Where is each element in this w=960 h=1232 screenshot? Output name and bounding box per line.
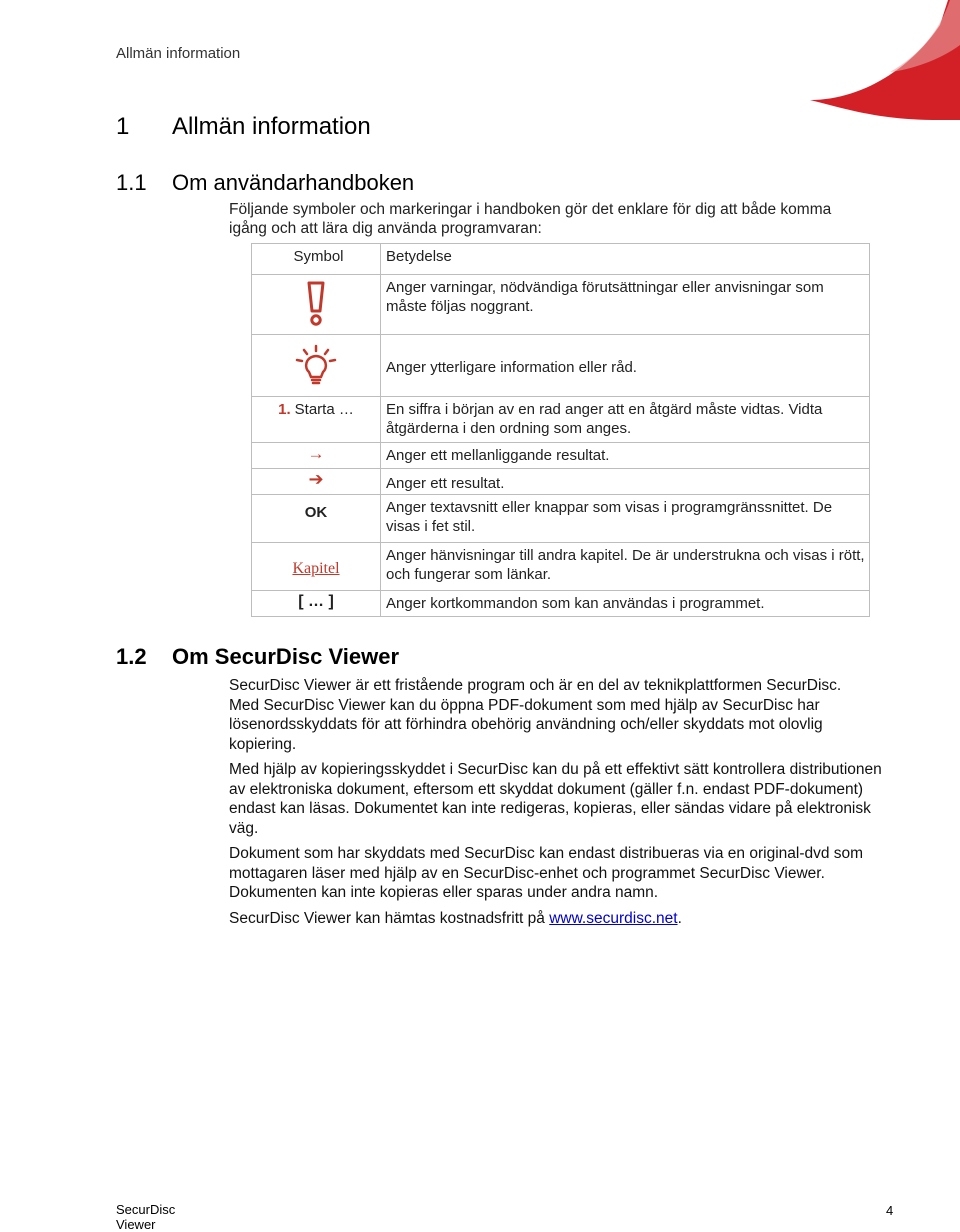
symbol-cell — [252, 495, 381, 543]
page-number: 4 — [886, 1203, 894, 1218]
symbol-cell — [252, 397, 381, 443]
paragraph: Med hjälp av kopieringsskyddet i SecurDisc kan du på ett effektivt sätt kontrollera distributionen av elektroniska dokument, eftersom ett skyddat dokument (gäller f.n. endast PDF-dokument) endast kan läsas. Dokumentet kan inte redigeras, kopieras, eller sändas vidare på elektronisk väg. — [229, 761, 882, 837]
ok-example: OK — [304, 504, 328, 521]
running-header: Allmän information — [116, 45, 241, 62]
table-row — [252, 469, 870, 495]
shortcut-example: [ … ] — [298, 593, 334, 610]
symbol-cell — [252, 275, 381, 335]
meaning-cell: Anger ytterligare information eller råd. — [381, 335, 870, 397]
website-link[interactable]: www.securdisc.net — [549, 909, 678, 927]
chapter-link-example[interactable]: Kapitel — [292, 560, 340, 577]
paragraph-text: SecurDisc Viewer är ett fristående program och är en del av teknikplattformen SecurDisc. — [229, 677, 842, 694]
table-header-row — [252, 244, 870, 275]
section-heading-1-1 — [116, 170, 414, 196]
symbol-cell — [252, 543, 381, 591]
paragraph — [229, 909, 889, 929]
chapter-heading — [116, 113, 371, 141]
step-number: 1. — [278, 401, 291, 418]
table-row — [252, 443, 870, 469]
meaning-cell: Anger textavsnitt eller knappar som visas i programgränssnittet. De visas i fet stil. — [381, 495, 870, 543]
result-arrow-icon: ➔ — [308, 469, 324, 489]
symbol-cell — [252, 469, 381, 495]
meaning-cell: Anger varningar, nödvändiga förutsättningar eller anvisningar som måste följas noggrant. — [381, 275, 870, 335]
section-body — [229, 676, 889, 934]
section-number: 1.2 — [116, 644, 147, 669]
meaning-cell: Anger ett resultat. — [381, 469, 870, 495]
column-header-meaning: Betydelse — [381, 244, 870, 275]
download-end: . — [677, 909, 682, 927]
symbol-table — [251, 243, 870, 617]
intermediate-arrow-icon: → — [307, 444, 325, 463]
table-row — [252, 275, 870, 335]
paragraph-text: Med SecurDisc Viewer kan du öppna PDF-dokument som med hjälp av SecurDisc har lösenordsskyddats för att förhindra obehörig användning och/eller skyddats mot olovlig kopiering. — [229, 696, 823, 753]
meaning-cell: Anger kortkommandon som kan användas i programmet. — [381, 591, 870, 617]
footer-product — [116, 1202, 175, 1232]
corner-decoration — [790, 0, 960, 120]
step-example — [252, 401, 380, 418]
table-row — [252, 335, 870, 397]
meaning-cell: En siffra i början av en rad anger att en åtgärd måste vidtas. Vidta åtgärderna i den ordning som anges. — [381, 397, 870, 443]
footer-product-line: Viewer — [116, 1217, 156, 1232]
section-heading-1-2 — [116, 644, 399, 670]
paragraph: Dokument som har skyddats med SecurDisc kan endast distribueras via en original-dvd som mottagaren läser med hjälp av en SecurDisc-enhet och programmet SecurDisc Viewer. Dokumenten kan inte kopieras eller sparas under andra namn. — [229, 845, 864, 901]
step-text: Starta … — [294, 401, 354, 418]
table-row — [252, 591, 870, 617]
meaning-cell: Anger hänvisningar till andra kapitel. De är understrukna och visas i rött, och fungerar som länkar. — [381, 543, 870, 591]
paragraph — [229, 676, 889, 754]
table-row — [252, 543, 870, 591]
chapter-number: 1 — [116, 113, 130, 140]
table-row — [252, 495, 870, 543]
symbol-cell — [252, 591, 381, 617]
section-intro: Följande symboler och markeringar i handboken gör det enklare för dig att både komma igång och att lära dig använda programvaran: — [229, 201, 832, 237]
table-row — [252, 397, 870, 443]
footer-product-line: SecurDisc — [116, 1202, 176, 1217]
section-title: Om SecurDisc Viewer — [172, 644, 400, 669]
symbol-cell — [252, 335, 381, 397]
section-title: Om användarhandboken — [172, 170, 415, 195]
warning-icon — [305, 281, 327, 327]
download-text: SecurDisc Viewer kan hämtas kostnadsfritt på — [229, 909, 545, 927]
lightbulb-icon — [294, 343, 338, 387]
column-header-symbol: Symbol — [252, 244, 381, 275]
chapter-title: Allmän information — [172, 113, 371, 140]
meaning-cell: Anger ett mellanliggande resultat. — [381, 443, 870, 469]
section-number: 1.1 — [116, 170, 147, 195]
symbol-cell — [252, 443, 381, 469]
